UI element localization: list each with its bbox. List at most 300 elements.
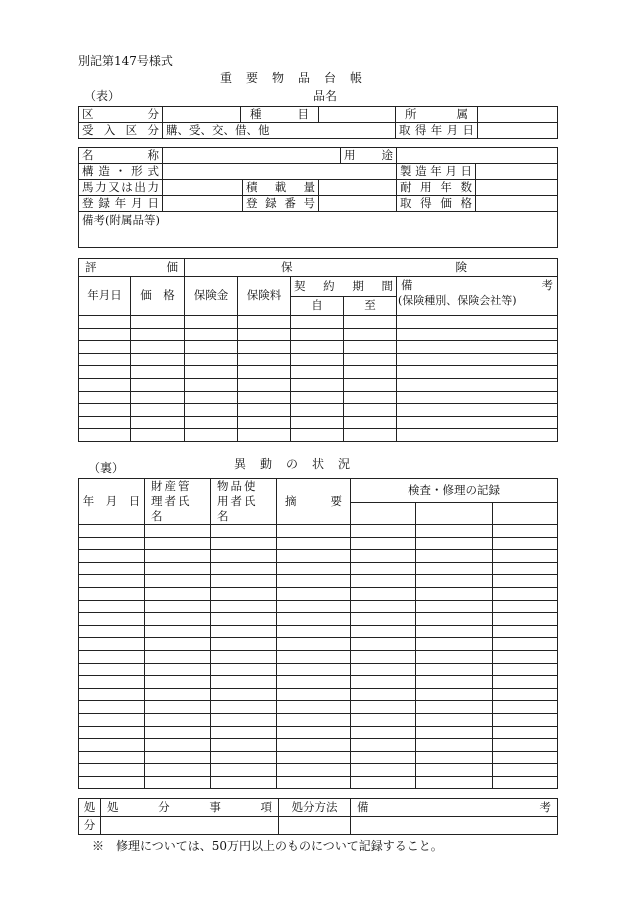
taiyo-value[interactable] — [476, 180, 558, 196]
history-cell[interactable] — [145, 575, 211, 588]
zaisan-header: 財産管理者氏名 — [145, 479, 211, 525]
history-cell[interactable] — [351, 600, 416, 613]
shumoku-value[interactable] — [319, 107, 396, 123]
front-label: （表） — [84, 89, 121, 103]
history-cell[interactable] — [211, 562, 277, 575]
shutoku-price-value[interactable] — [476, 196, 558, 212]
seizo-date-value[interactable] — [476, 164, 558, 180]
itaru-header: 至 — [344, 297, 397, 316]
insurance-cell[interactable] — [291, 341, 344, 354]
insurance-cell[interactable] — [291, 328, 344, 341]
history-cell[interactable] — [145, 525, 211, 538]
history-cell[interactable] — [493, 751, 558, 764]
history-cell[interactable] — [79, 676, 145, 689]
history-cell[interactable] — [277, 638, 351, 651]
sekisai-label: 積 載 量 — [246, 179, 315, 194]
insurance-cell[interactable] — [291, 416, 344, 429]
history-cell[interactable] — [416, 638, 493, 651]
insurance-cell[interactable] — [79, 391, 131, 404]
history-cell[interactable] — [493, 776, 558, 789]
history-cell[interactable] — [351, 676, 416, 689]
insurance-row — [79, 416, 558, 429]
history-cell[interactable] — [493, 726, 558, 739]
insurance-cell[interactable] — [131, 353, 185, 366]
history-cell[interactable] — [79, 663, 145, 676]
insurance-cell[interactable] — [131, 404, 185, 417]
insurance-cell[interactable] — [397, 391, 558, 404]
history-cell[interactable] — [493, 550, 558, 563]
insurance-row — [79, 366, 558, 379]
insurance-cell[interactable] — [344, 391, 397, 404]
history-cell[interactable] — [351, 650, 416, 663]
history-cell[interactable] — [211, 776, 277, 789]
insurance-cell[interactable] — [291, 429, 344, 442]
item-name-label: 品名 — [313, 89, 338, 103]
section-classification — [78, 106, 558, 139]
history-cell[interactable] — [211, 537, 277, 550]
history-cell[interactable] — [211, 663, 277, 676]
history-cell[interactable] — [416, 575, 493, 588]
history-cell[interactable] — [351, 638, 416, 651]
form-number: 別記第147号様式 — [78, 54, 173, 68]
kubun-value[interactable] — [163, 107, 241, 123]
history-cell[interactable] — [277, 776, 351, 789]
history-cell[interactable] — [145, 751, 211, 764]
history-cell[interactable] — [416, 650, 493, 663]
insurance-cell[interactable] — [291, 366, 344, 379]
insurance-cell[interactable] — [344, 341, 397, 354]
insurance-cell[interactable] — [238, 429, 291, 442]
insurance-cell[interactable] — [397, 316, 558, 329]
history-cell[interactable] — [211, 587, 277, 600]
history-cell[interactable] — [351, 663, 416, 676]
history-cell[interactable] — [493, 739, 558, 752]
insurance-cell[interactable] — [291, 353, 344, 366]
insurance-cell[interactable] — [131, 429, 185, 442]
insurance-cell[interactable] — [79, 316, 131, 329]
history-cell[interactable] — [351, 613, 416, 626]
history-cell[interactable] — [79, 600, 145, 613]
history-cell[interactable] — [79, 650, 145, 663]
history-cell[interactable] — [493, 701, 558, 714]
insurance-cell[interactable] — [79, 404, 131, 417]
history-cell[interactable] — [79, 613, 145, 626]
kensa-header: 検査・修理の記録 — [351, 479, 558, 503]
history-cell[interactable] — [145, 739, 211, 752]
history-cell[interactable] — [493, 575, 558, 588]
insurance-cell[interactable] — [79, 328, 131, 341]
history-cell[interactable] — [277, 525, 351, 538]
history-cell[interactable] — [79, 638, 145, 651]
shumoku-label: 種 目 — [250, 106, 309, 121]
history-cell[interactable] — [277, 587, 351, 600]
history-cell[interactable] — [416, 739, 493, 752]
section-insurance — [78, 258, 558, 442]
insurance-cell[interactable] — [131, 378, 185, 391]
history-cell[interactable] — [79, 713, 145, 726]
disposal-biko-header: 備 考 — [357, 799, 551, 814]
toroku-no-label: 登 録 番 号 — [246, 195, 315, 210]
history-cell[interactable] — [416, 676, 493, 689]
history-row — [79, 638, 558, 651]
history-cell[interactable] — [145, 701, 211, 714]
history-cell[interactable] — [416, 600, 493, 613]
insurance-cell[interactable] — [185, 353, 238, 366]
insurance-row — [79, 328, 558, 341]
insurance-row — [79, 341, 558, 354]
insurance-row — [79, 404, 558, 417]
insurance-cell[interactable] — [397, 378, 558, 391]
insurance-cell[interactable] — [185, 366, 238, 379]
biko3-sub: (保険種別、保険会社等) — [398, 293, 517, 307]
history-cell[interactable] — [277, 600, 351, 613]
shobun-hoho-value[interactable] — [279, 817, 351, 835]
history-cell[interactable] — [79, 701, 145, 714]
history-row — [79, 726, 558, 739]
history-row — [79, 525, 558, 538]
history-cell[interactable] — [277, 550, 351, 563]
insurance-cell[interactable] — [185, 316, 238, 329]
history-cell[interactable] — [277, 562, 351, 575]
history-cell[interactable] — [145, 726, 211, 739]
history-cell[interactable] — [211, 688, 277, 701]
history-cell[interactable] — [79, 537, 145, 550]
meisho-value[interactable] — [163, 148, 341, 164]
insurance-row — [79, 391, 558, 404]
shozoku-value[interactable] — [478, 107, 558, 123]
history-cell[interactable] — [79, 776, 145, 789]
history-cell[interactable] — [145, 537, 211, 550]
page-title: 重 要 物 品 台 帳 — [220, 71, 364, 85]
insurance-cell[interactable] — [185, 341, 238, 354]
history-cell[interactable] — [351, 713, 416, 726]
history-cell[interactable] — [211, 550, 277, 563]
insurance-cell[interactable] — [131, 328, 185, 341]
hokenkin-header: 保険金 — [185, 277, 238, 316]
history-cell[interactable] — [351, 562, 416, 575]
shutoku-date-value[interactable] — [478, 123, 558, 139]
history-cell[interactable] — [416, 663, 493, 676]
history-cell[interactable] — [211, 613, 277, 626]
insurance-cell[interactable] — [185, 416, 238, 429]
history-cell[interactable] — [145, 600, 211, 613]
history-cell[interactable] — [351, 726, 416, 739]
insurance-row — [79, 353, 558, 366]
history-cell[interactable] — [493, 713, 558, 726]
history-cell[interactable] — [351, 575, 416, 588]
history-cell[interactable] — [493, 587, 558, 600]
history-cell[interactable] — [79, 587, 145, 600]
history-cell[interactable] — [211, 575, 277, 588]
insurance-cell[interactable] — [291, 391, 344, 404]
history-cell[interactable] — [416, 587, 493, 600]
history-cell[interactable] — [277, 537, 351, 550]
insurance-cell[interactable] — [397, 416, 558, 429]
history-cell[interactable] — [145, 663, 211, 676]
history-cell[interactable] — [277, 575, 351, 588]
history-cell[interactable] — [277, 650, 351, 663]
history-cell[interactable] — [145, 587, 211, 600]
insurance-cell[interactable] — [79, 341, 131, 354]
insurance-cell[interactable] — [79, 366, 131, 379]
insurance-cell[interactable] — [79, 353, 131, 366]
history-cell[interactable] — [493, 663, 558, 676]
history-cell[interactable] — [493, 600, 558, 613]
insurance-cell[interactable] — [238, 316, 291, 329]
kozo-value[interactable] — [163, 164, 397, 180]
ji-header: 自 — [291, 297, 344, 316]
bariki-value[interactable] — [163, 180, 243, 196]
insurance-cell[interactable] — [238, 404, 291, 417]
insurance-cell[interactable] — [79, 378, 131, 391]
insurance-cell[interactable] — [185, 378, 238, 391]
history-cell[interactable] — [351, 776, 416, 789]
history-cell[interactable] — [416, 701, 493, 714]
insurance-cell[interactable] — [79, 429, 131, 442]
insurance-cell[interactable] — [131, 391, 185, 404]
insurance-cell[interactable] — [131, 316, 185, 329]
history-cell[interactable] — [416, 713, 493, 726]
history-cell[interactable] — [277, 713, 351, 726]
history-cell[interactable] — [277, 764, 351, 777]
insurance-cell[interactable] — [131, 366, 185, 379]
sekisai-value[interactable] — [319, 180, 397, 196]
insurance-cell[interactable] — [238, 416, 291, 429]
history-cell[interactable] — [145, 613, 211, 626]
history-cell[interactable] — [145, 776, 211, 789]
section-history — [78, 478, 558, 789]
history-cell[interactable] — [351, 525, 416, 538]
history-cell[interactable] — [277, 739, 351, 752]
history-cell[interactable] — [277, 701, 351, 714]
insurance-cell[interactable] — [131, 416, 185, 429]
tekiyo-header: 摘 要 — [285, 493, 342, 508]
insurance-cell[interactable] — [344, 429, 397, 442]
history-row — [79, 575, 558, 588]
history-cell[interactable] — [351, 625, 416, 638]
history-cell[interactable] — [351, 764, 416, 777]
history-cell[interactable] — [145, 650, 211, 663]
history-cell[interactable] — [493, 625, 558, 638]
toroku-no-value[interactable] — [319, 196, 397, 212]
yoto-value[interactable] — [397, 148, 558, 164]
insurance-cell[interactable] — [397, 353, 558, 366]
history-cell[interactable] — [416, 625, 493, 638]
insurance-cell[interactable] — [344, 416, 397, 429]
biko-field[interactable] — [79, 212, 558, 248]
history-cell[interactable] — [493, 638, 558, 651]
insurance-cell[interactable] — [397, 404, 558, 417]
insurance-row — [79, 429, 558, 442]
history-cell[interactable] — [351, 587, 416, 600]
section-disposal — [78, 798, 558, 835]
shobun-hoho-header: 処分方法 — [279, 799, 351, 817]
back-title: 異 動 の 状 況 — [234, 457, 352, 471]
history-cell[interactable] — [211, 751, 277, 764]
history-cell[interactable] — [211, 638, 277, 651]
history-row — [79, 739, 558, 752]
insurance-cell[interactable] — [238, 341, 291, 354]
history-row — [79, 537, 558, 550]
history-cell[interactable] — [416, 613, 493, 626]
history-cell[interactable] — [493, 676, 558, 689]
insurance-row — [79, 378, 558, 391]
history-cell[interactable] — [416, 562, 493, 575]
history-cell[interactable] — [145, 625, 211, 638]
history-cell[interactable] — [145, 713, 211, 726]
history-cell[interactable] — [351, 751, 416, 764]
disposal-biko-value[interactable] — [351, 817, 558, 835]
history-cell[interactable] — [211, 726, 277, 739]
biko3-header: 備 考 — [401, 278, 553, 292]
history-cell[interactable] — [493, 525, 558, 538]
history-cell[interactable] — [79, 739, 145, 752]
history-cell[interactable] — [493, 562, 558, 575]
insurance-cell[interactable] — [344, 404, 397, 417]
back-label: （裏） — [88, 461, 125, 475]
history-cell[interactable] — [79, 726, 145, 739]
history-cell[interactable] — [351, 701, 416, 714]
history-cell[interactable] — [145, 562, 211, 575]
insurance-cell[interactable] — [185, 429, 238, 442]
history-row — [79, 688, 558, 701]
toroku-date-label: 登録年月日 — [82, 195, 159, 210]
kubun-label: 区 分 — [82, 106, 159, 121]
history-cell[interactable] — [493, 764, 558, 777]
history-row — [79, 663, 558, 676]
history-cell[interactable] — [416, 525, 493, 538]
insurance-cell[interactable] — [397, 341, 558, 354]
ukeire-kubun-label: 受 入 区 分 — [82, 122, 159, 137]
insurance-cell[interactable] — [238, 353, 291, 366]
insurance-cell[interactable] — [397, 429, 558, 442]
history-cell[interactable] — [351, 550, 416, 563]
history-cell[interactable] — [211, 625, 277, 638]
history-cell[interactable] — [416, 764, 493, 777]
history-cell[interactable] — [79, 764, 145, 777]
history-cell[interactable] — [351, 739, 416, 752]
insurance-cell[interactable] — [238, 391, 291, 404]
insurance-cell[interactable] — [238, 366, 291, 379]
toroku-date-value[interactable] — [163, 196, 243, 212]
history-date-header: 年 月 日 — [79, 479, 145, 525]
history-cell[interactable] — [416, 776, 493, 789]
history-cell[interactable] — [211, 600, 277, 613]
history-cell[interactable] — [145, 688, 211, 701]
insurance-cell[interactable] — [344, 378, 397, 391]
history-row — [79, 764, 558, 777]
history-cell[interactable] — [493, 650, 558, 663]
shobun-jiko-value[interactable] — [101, 817, 279, 835]
ho-label: 保 — [281, 259, 456, 274]
history-cell[interactable] — [79, 562, 145, 575]
history-row — [79, 676, 558, 689]
history-row — [79, 776, 558, 789]
history-cell[interactable] — [493, 688, 558, 701]
insurance-cell[interactable] — [185, 404, 238, 417]
history-row — [79, 600, 558, 613]
history-cell[interactable] — [79, 688, 145, 701]
history-cell[interactable] — [416, 726, 493, 739]
insurance-cell[interactable] — [131, 341, 185, 354]
insurance-cell[interactable] — [291, 378, 344, 391]
insurance-cell[interactable] — [238, 378, 291, 391]
seizo-date-label: 製造年月日 — [400, 163, 473, 178]
history-cell[interactable] — [145, 764, 211, 777]
history-cell[interactable] — [211, 650, 277, 663]
insurance-cell[interactable] — [344, 353, 397, 366]
history-cell[interactable] — [79, 575, 145, 588]
history-cell[interactable] — [277, 688, 351, 701]
history-cell[interactable] — [493, 613, 558, 626]
history-cell[interactable] — [79, 525, 145, 538]
keiyaku-header: 契 約 期 間 — [294, 278, 393, 293]
insurance-cell[interactable] — [79, 416, 131, 429]
insurance-cell[interactable] — [291, 404, 344, 417]
insurance-cell[interactable] — [397, 366, 558, 379]
insurance-cell[interactable] — [238, 328, 291, 341]
history-cell[interactable] — [277, 676, 351, 689]
history-cell[interactable] — [416, 537, 493, 550]
history-cell[interactable] — [79, 550, 145, 563]
history-row — [79, 625, 558, 638]
history-cell[interactable] — [79, 625, 145, 638]
history-cell[interactable] — [79, 751, 145, 764]
insurance-cell[interactable] — [185, 391, 238, 404]
history-cell[interactable] — [145, 676, 211, 689]
history-cell[interactable] — [416, 688, 493, 701]
history-cell[interactable] — [211, 739, 277, 752]
yoto-label: 用 途 — [344, 147, 394, 162]
insurance-cell[interactable] — [344, 366, 397, 379]
history-cell[interactable] — [211, 676, 277, 689]
history-cell[interactable] — [211, 701, 277, 714]
history-cell[interactable] — [493, 537, 558, 550]
history-row — [79, 562, 558, 575]
history-cell[interactable] — [351, 537, 416, 550]
history-row — [79, 587, 558, 600]
shutoku-price-label: 取 得 価 格 — [400, 195, 473, 210]
history-cell[interactable] — [211, 713, 277, 726]
sho-label: 処 — [79, 799, 101, 817]
history-cell[interactable] — [351, 688, 416, 701]
shozoku-label: 所 属 — [405, 106, 468, 121]
history-cell[interactable] — [145, 638, 211, 651]
history-cell[interactable] — [277, 663, 351, 676]
insurance-cell[interactable] — [344, 316, 397, 329]
history-cell[interactable] — [416, 550, 493, 563]
history-cell[interactable] — [211, 764, 277, 777]
history-row — [79, 550, 558, 563]
shutoku-date-label: 取 得 年 月 日 — [399, 122, 474, 137]
history-cell[interactable] — [416, 751, 493, 764]
bariki-label: 馬力又は出力 — [82, 179, 159, 194]
insurance-cell[interactable] — [344, 328, 397, 341]
history-cell[interactable] — [145, 550, 211, 563]
kakaku-header: 価 格 — [131, 277, 185, 316]
history-cell[interactable] — [277, 613, 351, 626]
insurance-cell[interactable] — [397, 328, 558, 341]
biko-label: 備考(附属品等) — [82, 213, 160, 227]
ukeire-kubun-value: 購、受、交、借、他 — [163, 123, 396, 139]
insurance-cell[interactable] — [291, 316, 344, 329]
insurance-cell[interactable] — [185, 328, 238, 341]
history-cell[interactable] — [211, 525, 277, 538]
history-cell[interactable] — [277, 726, 351, 739]
history-row — [79, 701, 558, 714]
history-cell[interactable] — [277, 751, 351, 764]
history-cell[interactable] — [277, 625, 351, 638]
